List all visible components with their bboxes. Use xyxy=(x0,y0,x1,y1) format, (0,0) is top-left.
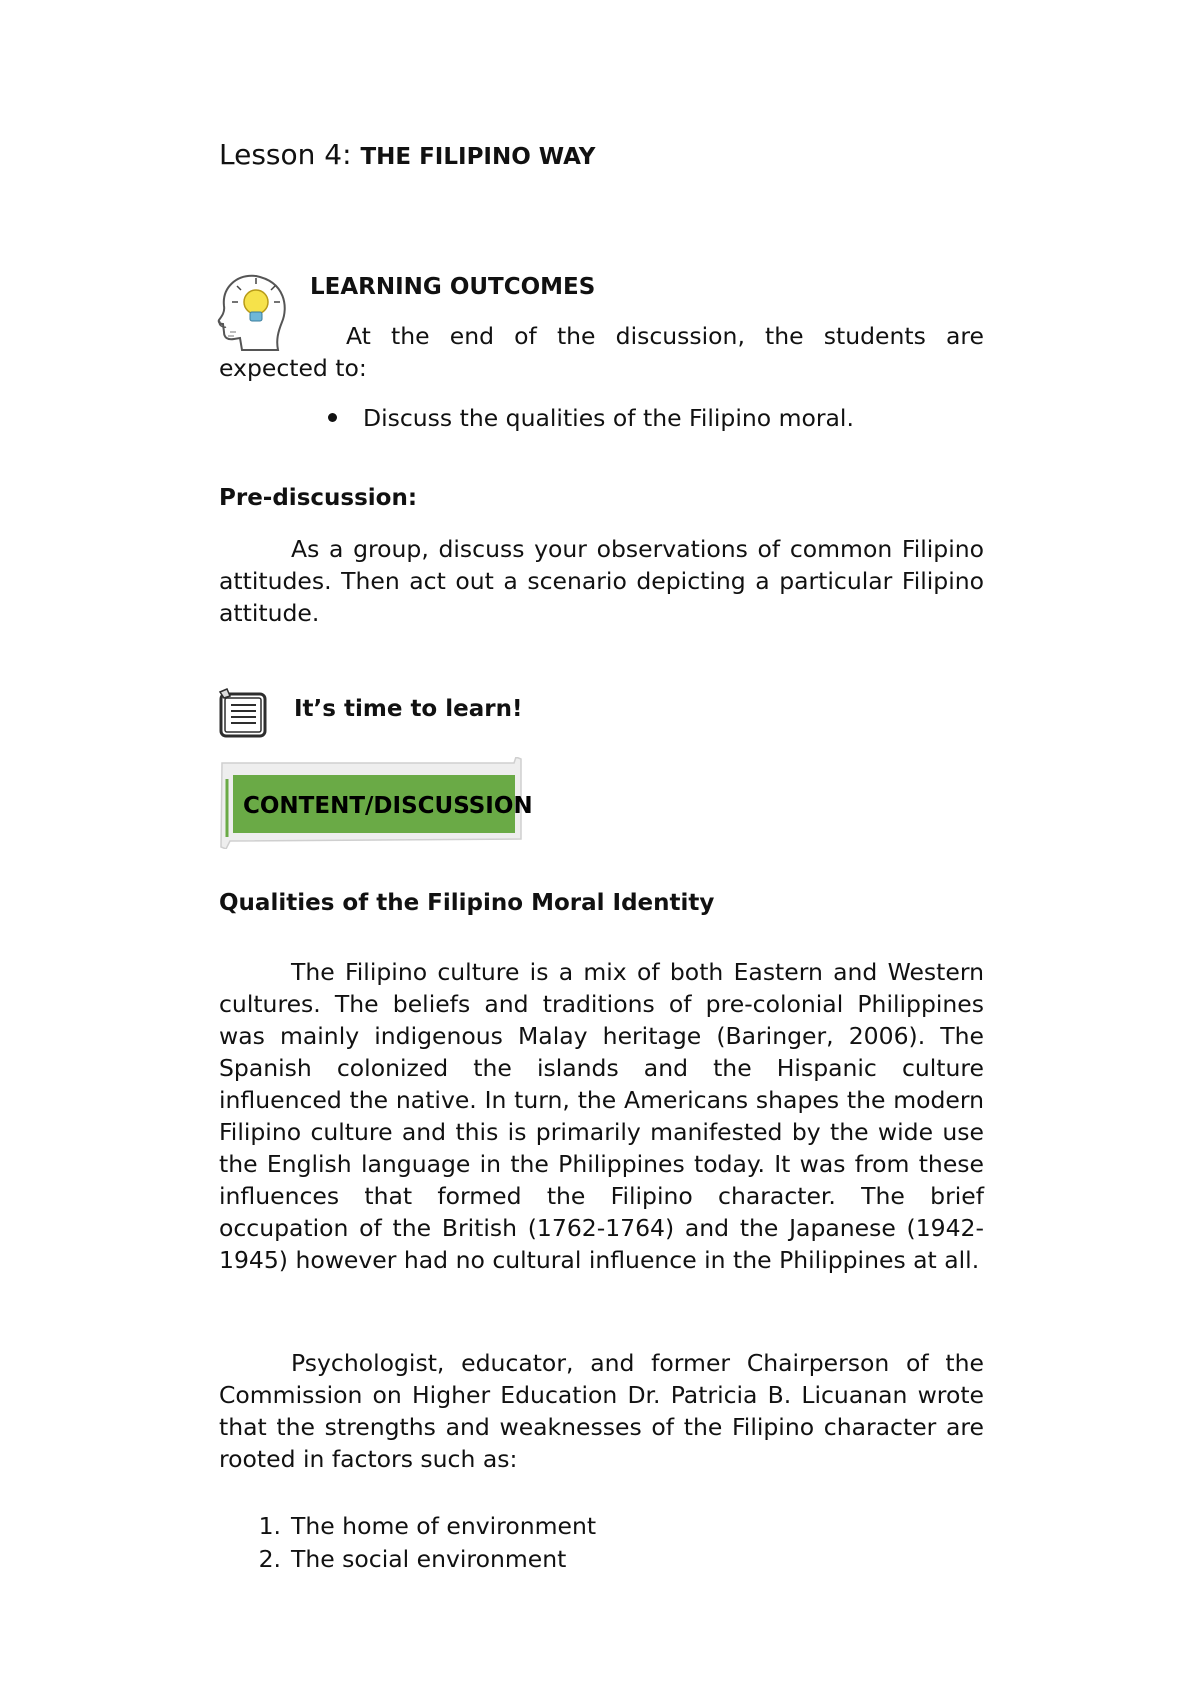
learning-outcomes-heading: LEARNING OUTCOMES xyxy=(310,274,596,300)
licuanan-paragraph: Psychologist, educator, and former Chairperson of the Commission on Higher Education Dr. Patricia B. Licuanan wrote that the strengths and weaknesses of the Filipino character are rooted in factors such as: xyxy=(219,1349,984,1473)
notepad-icon xyxy=(218,688,270,740)
lesson-name: THE FILIPINO WAY xyxy=(360,144,596,170)
list-item xyxy=(219,1510,919,1543)
outcome-bullet-item xyxy=(328,402,1008,434)
outcome-bullet-text: Discuss the qualities of the Filipino moral. xyxy=(363,404,854,432)
learn-prompt: It’s time to learn! xyxy=(294,696,523,722)
list-number: 1. xyxy=(258,1512,281,1540)
pre-discussion-heading: Pre-discussion: xyxy=(219,485,418,511)
lesson-number: Lesson 4: xyxy=(219,138,361,171)
list-text: The social environment xyxy=(291,1545,567,1573)
list-text: The home of environment xyxy=(291,1512,597,1540)
section-heading: Qualities of the Filipino Moral Identity xyxy=(219,890,715,916)
list-item xyxy=(219,1543,919,1576)
content-discussion-label: CONTENT/DISCUSSION xyxy=(243,793,533,819)
culture-paragraph: The Filipino culture is a mix of both Eastern and Western cultures. The beliefs and traditions of pre-colonial Philippines was mainly indigenous Malay heritage (Baringer, 2006). The Spanish colonized the islands and the Hispanic culture influenced the native. In turn, the Americans shapes the modern Filipino culture and this is primarily manifested by the wide use the English language in the Philippines today. It was from these influences that formed the Filipino character. The brief occupation of the British (1762-1764) and the Japanese (1942-1945) however had no cultural influence in the Philippines at all. xyxy=(219,958,984,1274)
bullet-dot xyxy=(328,413,337,422)
factors-list xyxy=(219,1510,919,1576)
list-number: 2. xyxy=(258,1545,281,1573)
pre-discussion-text: As a group, discuss your observations of common Filipino attitudes. Then act out a scenario depicting a particular Filipino attitude. xyxy=(219,535,984,627)
learning-outcomes-intro: At the end of the discussion, the students are expected to: xyxy=(219,322,984,382)
lesson-title xyxy=(219,138,595,171)
